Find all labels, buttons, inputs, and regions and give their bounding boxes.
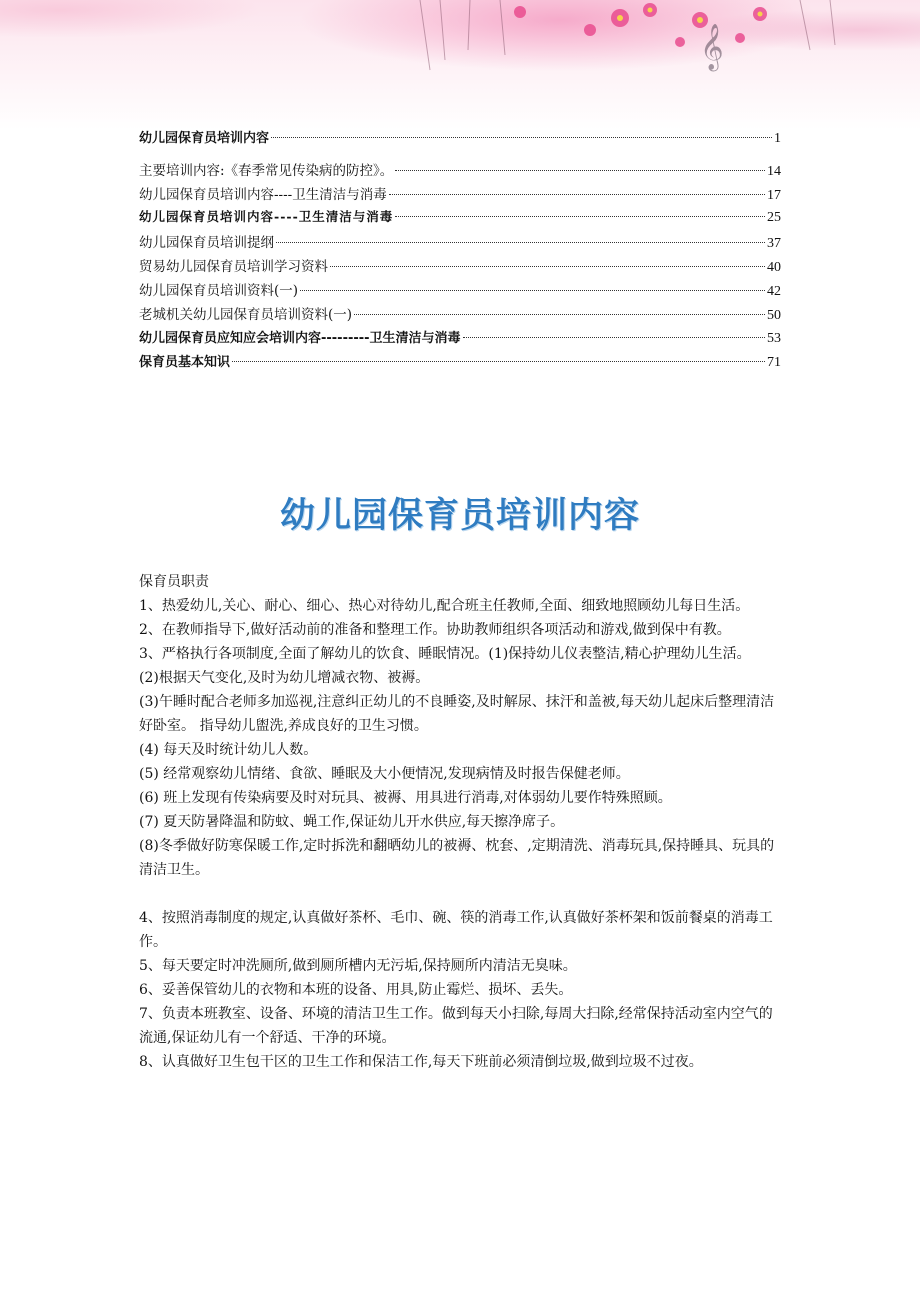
paragraph: (2)根据天气变化,及时为幼儿增减衣物、被褥。	[139, 670, 430, 686]
toc-entry[interactable]: 保育员基本知识 71	[139, 355, 781, 370]
paragraph: (3)午睡时配合老师多加巡视,注意纠正幼儿的不良睡姿,及时解尿、抹汗和盖被,每天幼儿起床后整理清洁好卧室。 指导幼儿盥洗,养成良好的卫生习惯。	[139, 694, 775, 734]
paragraph: 8、认真做好卫生包干区的卫生工作和保洁工作,每天下班前必须清倒垃圾,做到垃圾不过夜。	[139, 1054, 703, 1070]
toc-leader	[395, 216, 765, 217]
paragraph: (8)冬季做好防寒保暖工作,定时拆洗和翻晒幼儿的被褥、枕套、,定期清洗、消毒玩具,保持睡具、玩具的清洁卫生。	[139, 838, 775, 878]
table-of-contents	[139, 127, 781, 375]
document-title: 幼儿园保育员培训内容	[279, 496, 640, 536]
paragraph: (4) 每天及时统计幼儿人数。	[139, 742, 318, 758]
toc-entry[interactable]: 主要培训内容:《春季常见传染病的防控》。 14	[139, 163, 781, 179]
toc-leader	[463, 337, 765, 338]
toc-leader	[354, 314, 765, 315]
toc-leader	[389, 194, 765, 195]
document-body	[139, 570, 784, 1074]
blank-line	[139, 882, 784, 906]
toc-entry[interactable]: 幼儿园保育员培训资料(一) 42	[139, 283, 781, 299]
toc-entry[interactable]: 幼儿园保育员培训内容----卫生清洁与消毒 17	[139, 187, 781, 203]
toc-entry[interactable]: 贸易幼儿园保育员培训学习资料 40	[139, 259, 781, 275]
toc-leader	[232, 361, 765, 362]
paragraph: (7) 夏天防暑降温和防蚊、蝇工作,保证幼儿开水供应,每天擦净席子。	[139, 814, 565, 830]
toc-entry[interactable]: 幼儿园保育员应知应会培训内容---------卫生清洁与消毒 53	[139, 331, 781, 346]
flower-decoration	[0, 0, 920, 130]
paragraph: 1、热爱幼儿,关心、耐心、细心、热心对待幼儿,配合班主任教师,全面、细致地照顾幼儿每日生活。	[139, 598, 750, 614]
toc-entry[interactable]: 幼儿园保育员培训内容----卫生清洁与消毒 25	[139, 209, 781, 225]
paragraph: (6) 班上发现有传染病要及时对玩具、被褥、用具进行消毒,对体弱幼儿要作特殊照顾。	[139, 790, 672, 806]
toc-entry[interactable]: 幼儿园保育员培训内容 1	[139, 131, 781, 146]
paragraph: 5、每天要定时冲洗厕所,做到厕所槽内无污垢,保持厕所内清洁无臭味。	[139, 958, 577, 974]
floral-header-banner	[0, 0, 920, 130]
toc-leader	[300, 290, 765, 291]
paragraph: (5) 经常观察幼儿情绪、食欲、睡眠及大小便情况,发现病情及时报告保健老师。	[139, 766, 630, 782]
toc-leader	[395, 170, 765, 171]
toc-leader	[271, 137, 772, 138]
svg-text:𝄞: 𝄞	[700, 24, 724, 70]
toc-entry[interactable]: 幼儿园保育员培训提纲 37	[139, 235, 781, 251]
paragraph: 3、严格执行各项制度,全面了解幼儿的饮食、睡眠情况。(1)保持幼儿仪表整洁,精心护理幼儿生活。	[139, 646, 751, 662]
paragraph: 2、在教师指导下,做好活动前的准备和整理工作。协助教师组织各项活动和游戏,做到保中有教。	[139, 622, 731, 638]
section-heading: 保育员职责	[139, 574, 209, 590]
toc-leader	[276, 242, 765, 243]
paragraph: 6、妥善保管幼儿的衣物和本班的设备、用具,防止霉烂、损坏、丢失。	[139, 982, 573, 998]
paragraph: 7、负责本班教室、设备、环境的清洁卫生工作。做到每天小扫除,每周大扫除,经常保持活动室内空气的流通,保证幼儿有一个舒适、干净的环境。	[139, 1006, 773, 1046]
toc-entry[interactable]: 老城机关幼儿园保育员培训资料(一) 50	[139, 307, 781, 323]
toc-leader	[330, 266, 765, 267]
paragraph: 4、按照消毒制度的规定,认真做好茶杯、毛巾、碗、筷的消毒工作,认真做好茶杯架和饭前餐桌的消毒工作。	[139, 910, 773, 950]
